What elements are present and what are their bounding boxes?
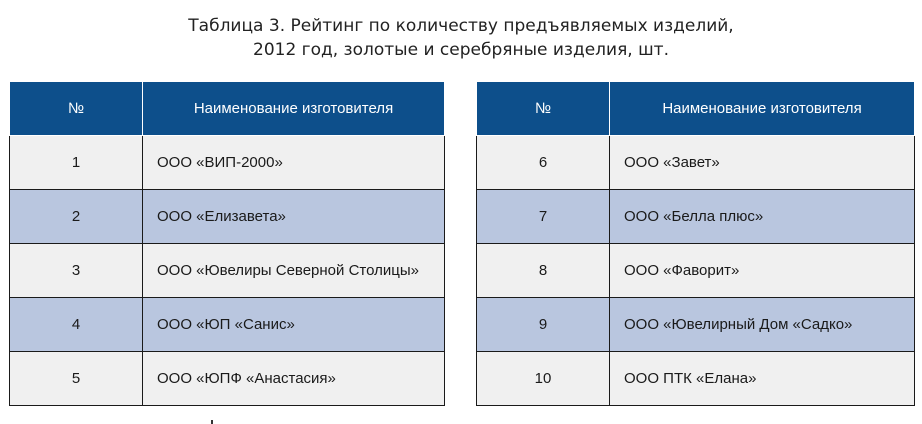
manufacturer-cell: ООО «ЮПФ «Анастасия» bbox=[143, 352, 445, 406]
rank-cell: 5 bbox=[10, 352, 143, 406]
manufacturer-cell: ООО «Белла плюс» bbox=[610, 190, 915, 244]
table-row bbox=[10, 298, 445, 352]
table-row bbox=[10, 352, 445, 406]
rank-cell: 6 bbox=[477, 136, 610, 190]
rank-cell: 9 bbox=[477, 298, 610, 352]
table-row bbox=[477, 298, 915, 352]
table-row bbox=[477, 190, 915, 244]
manufacturer-cell: ООО «ВИП-2000» bbox=[143, 136, 445, 190]
manufacturer-cell: ООО «Елизавета» bbox=[143, 190, 445, 244]
table-row bbox=[477, 244, 915, 298]
manufacturer-cell: ООО «Ювелиры Северной Столицы» bbox=[143, 244, 445, 298]
table-row bbox=[10, 136, 445, 190]
rank-cell: 8 bbox=[477, 244, 610, 298]
column-header-manufacturer: Наименование изготовителя bbox=[610, 82, 915, 136]
rank-cell: 3 bbox=[10, 244, 143, 298]
column-header-manufacturer: Наименование изготовителя bbox=[143, 82, 445, 136]
column-header-number: № bbox=[477, 82, 610, 136]
manufacturer-cell: ООО «ЮП «Санис» bbox=[143, 298, 445, 352]
manufacturer-cell: ООО «Ювелирный Дом «Садко» bbox=[610, 298, 915, 352]
rank-cell: 2 bbox=[10, 190, 143, 244]
table-title-line-1: Таблица 3. Рейтинг по количеству предъявляемых изделий, bbox=[188, 16, 734, 36]
table-row bbox=[477, 352, 915, 406]
table-row bbox=[477, 136, 915, 190]
rating-table-left bbox=[9, 81, 445, 406]
table-row bbox=[10, 244, 445, 298]
table-header-row bbox=[477, 82, 915, 136]
manufacturer-cell: ООО «Завет» bbox=[610, 136, 915, 190]
rank-cell: 1 bbox=[10, 136, 143, 190]
table-header-row bbox=[10, 82, 445, 136]
column-header-number: № bbox=[10, 82, 143, 136]
rating-table-right bbox=[476, 81, 915, 406]
rank-cell: 10 bbox=[477, 352, 610, 406]
table-row bbox=[10, 190, 445, 244]
page-mark bbox=[211, 420, 213, 424]
manufacturer-cell: ООО «Фаворит» bbox=[610, 244, 915, 298]
rank-cell: 7 bbox=[477, 190, 610, 244]
manufacturer-cell: ООО ПТК «Елана» bbox=[610, 352, 915, 406]
table-title bbox=[0, 14, 922, 62]
rank-cell: 4 bbox=[10, 298, 143, 352]
table-title-line-2: 2012 год, золотые и серебряные изделия, шт. bbox=[253, 40, 669, 60]
